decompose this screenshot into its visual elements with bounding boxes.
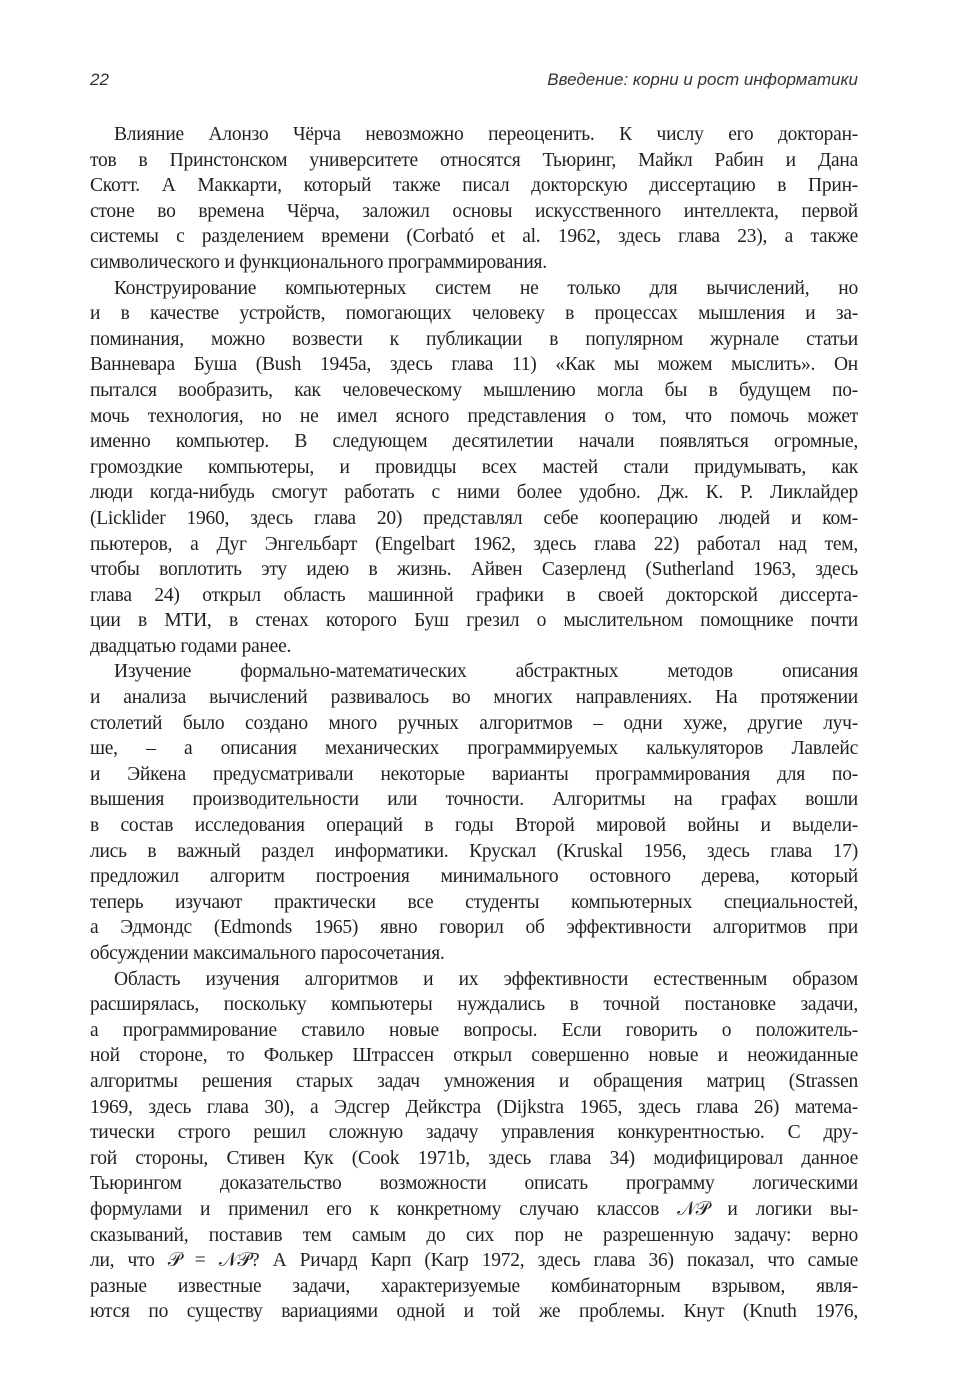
text-line: именно компьютер. В следующем десятилетии начали появляться огромные,	[90, 431, 858, 453]
text-line: символического и функционального программирования.	[90, 251, 547, 273]
page-body	[90, 122, 858, 1325]
text-line: и анализа вычислений развивалось во многих направлениях. На протяжении	[90, 687, 858, 709]
running-header	[90, 70, 858, 96]
text-line: и Эйкена предусматривали некоторые варианты программирования для по-	[90, 763, 858, 785]
text-line: формулами и применил его к конкретному случаю классов 𝒩𝒫 и логики вы-	[90, 1198, 858, 1220]
text-line: Область изучения алгоритмов и их эффективности естественным образом	[114, 968, 858, 990]
text-line: Скотт. А Маккарти, который также писал докторскую диссертацию в Прин-	[90, 175, 858, 197]
text-line: Конструирование компьютерных систем не только для вычислений, но	[114, 277, 858, 299]
text-line: чтобы воплотить эту идею в жизнь. Айвен Сазерленд (Sutherland 1963, здесь	[90, 559, 858, 581]
text-line: столетий было создано много ручных алгоритмов – одни хуже, другие луч-	[90, 712, 858, 734]
text-line: Влияние Алонзо Чёрча невозможно переоценить. К числу его докторан-	[114, 124, 858, 145]
text-line: ше, – а описания механических программируемых калькуляторов Лавлейс	[90, 738, 858, 760]
text-line: мочь технология, но не имел ясного представления о том, что помочь может	[90, 405, 858, 427]
text-line: двадцатью годами ранее.	[90, 635, 292, 657]
paragraph	[90, 122, 858, 276]
text-line: поминания, можно возвести к публикации в популярном журнале статьи	[90, 328, 858, 350]
text-line: расширялась, поскольку компьютеры нуждались в точной постановке задачи,	[90, 994, 858, 1016]
text-line: (Licklider 1960, здесь глава 20) представлял себе кооперацию людей и ком-	[90, 507, 858, 529]
text-line: лись в важный раздел информатики. Крускал (Kruskal 1956, здесь глава 17)	[90, 840, 858, 862]
text-line: громоздкие компьютеры, и провидцы всех мастей стали придумывать, как	[90, 456, 858, 478]
text-line: предложил алгоритм построения минимального остовного дерева, который	[90, 866, 858, 888]
text-line: гой стороны, Стивен Кук (Cook 1971b, здесь глава 34) модифицировал данное	[90, 1147, 858, 1169]
text-line: ли, что 𝒫 = 𝒩𝒫? А Ричард Карп (Karp 1972, здесь глава 36) показал, что самые	[90, 1250, 858, 1272]
text-line: вышения производительности или точности. Алгоритмы на графах вошли	[90, 789, 858, 811]
text-line: тов в Принстонском университете относятся Тьюринг, Майкл Рабин и Дана	[90, 149, 858, 171]
text-line: Изучение формально-математических абстрактных методов описания	[114, 661, 858, 683]
text-line: ются по существу вариациями одной и той же проблемы. Кнут (Knuth 1976,	[90, 1301, 858, 1323]
text-line: Тьюрингом доказательство возможности описать программу логическими	[90, 1173, 858, 1195]
text-line: пьютеров, а Дуг Энгельбарт (Engelbart 1962, здесь глава 22) работал над тем,	[90, 533, 858, 555]
text-line: а Эдмондс (Edmonds 1965) явно говорил об эффективности алгоритмов при	[90, 917, 858, 939]
paragraph	[90, 659, 858, 966]
paragraph	[90, 276, 858, 660]
text-line: ции в МТИ, в стенах которого Буш грезил о мыслительном помощнике почти	[90, 610, 858, 632]
text-line: Ванневара Буша (Bush 1945a, здесь глава 11) «Как мы можем мыслить». Он	[90, 354, 858, 376]
text-line: а программирование ставило новые вопросы. Если говорить о положитель-	[90, 1019, 858, 1041]
text-line: алгоритмы решения старых задач умножения и обращения матриц (Strassen	[90, 1070, 858, 1092]
running-title: Введение: корни и рост информатики	[547, 70, 858, 89]
text-line: теперь изучают практически все студенты компьютерных специальностей,	[90, 891, 858, 913]
text-line: 1969, здесь глава 30), а Эдсгер Дейкстра (Dijkstra 1965, здесь глава 26) матема-	[90, 1096, 858, 1118]
page-number: 22	[90, 70, 109, 89]
text-line: люди когда-нибудь смогут работать с ними более удобно. Дж. К. Р. Ликлайдер	[90, 482, 858, 504]
text-line: в состав исследования операций в годы Второй мировой войны и выдели-	[90, 815, 858, 837]
text-line: стоне во времена Чёрча, заложил основы искусственного интеллекта, первой	[90, 200, 858, 222]
text-line: тически строго решил сложную задачу управления конкурентностью. С дру-	[90, 1122, 858, 1144]
text-line: разные известные задачи, характеризуемые комбинаторным взрывом, явля-	[90, 1275, 858, 1297]
text-line: глава 24) открыл область машинной графики в своей докторской диссерта-	[90, 584, 858, 606]
text-line: и в качестве устройств, помогающих человеку в процессах мышления и за-	[90, 303, 858, 325]
text-line: пытался вообразить, как человеческому мышлению могла бы в будущем по-	[90, 379, 858, 401]
text-line: обсуждении максимального паросочетания.	[90, 943, 445, 964]
text-line: сказываний, поставив тем самым до сих пор не разрешенную задачу: верно	[90, 1224, 858, 1246]
text-line: ной стороне, то Фолькер Штрассен открыл совершенно новые и неожиданные	[90, 1045, 858, 1067]
paragraph	[90, 967, 858, 1325]
text-line: системы с разделением времени (Corbató et al. 1962, здесь глава 23), а также	[90, 226, 858, 248]
